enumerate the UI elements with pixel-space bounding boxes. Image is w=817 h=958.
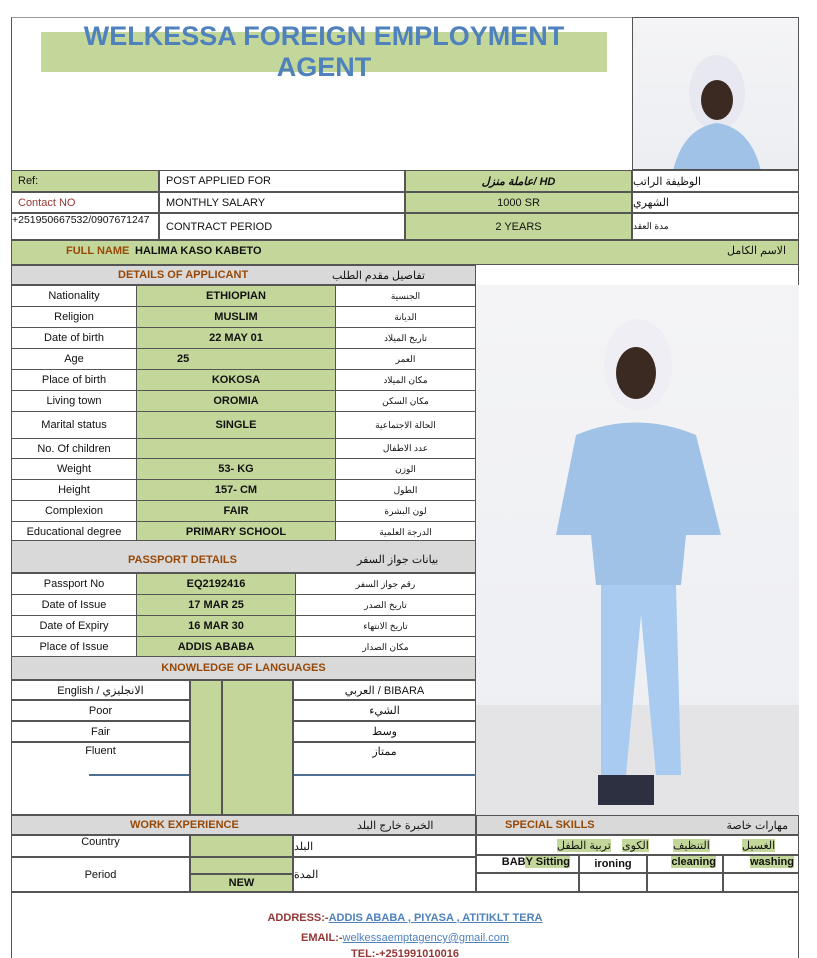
row-label-ar: الطول xyxy=(336,480,476,501)
passport-title-ar: بيانات جواز السفر xyxy=(357,554,439,566)
tel-label: TEL:- xyxy=(351,948,380,958)
skill-cleaning xyxy=(647,855,723,873)
row-label-ar: الجنسية xyxy=(336,286,476,307)
row-value: 157- CM xyxy=(137,480,336,501)
table-row xyxy=(12,370,476,391)
row-label: No. Of children xyxy=(12,439,137,459)
skills-header xyxy=(476,815,799,835)
period-value: NEW xyxy=(190,874,293,892)
level-poor: Poor xyxy=(11,700,190,721)
row-value: OROMIA xyxy=(137,391,336,412)
row-label-ar: رقم جواز السفر xyxy=(296,574,476,595)
work-header xyxy=(11,815,476,835)
row-label: Complexion xyxy=(12,501,137,522)
applicant-headshot xyxy=(632,17,799,170)
languages-header: KNOWLEDGE OF LANGUAGES xyxy=(11,656,476,680)
details-header xyxy=(11,265,476,285)
table-row xyxy=(12,439,476,459)
languages-table xyxy=(11,680,476,815)
salary-value: 1000 SR xyxy=(405,192,632,213)
row-label-ar: الدرجة العلمية xyxy=(336,522,476,543)
agency-title: WELKESSA FOREIGN EMPLOYMENT AGENT xyxy=(41,32,607,72)
row-label: Place of Issue xyxy=(12,637,137,658)
level-fair-ar: وسط xyxy=(293,721,476,742)
skills-ar-row xyxy=(476,835,799,855)
arabic-label: العربي / BIBARA xyxy=(293,680,476,700)
skill-label: cleaning xyxy=(671,856,716,868)
row-label-ar: مكان الميلاد xyxy=(336,370,476,391)
table-row xyxy=(12,328,476,349)
skill-check xyxy=(647,873,723,892)
period-ar: المدة xyxy=(293,857,476,892)
table-row xyxy=(12,480,476,501)
arabic-level-column xyxy=(222,680,293,815)
post-label: POST APPLIED FOR xyxy=(159,170,405,192)
footer xyxy=(11,892,799,958)
row-label: Marital status xyxy=(12,412,137,439)
row-label: Date of Expiry xyxy=(12,616,137,637)
table-row xyxy=(12,637,476,658)
table-row xyxy=(12,349,476,370)
table-row xyxy=(12,286,476,307)
full-name-ar: الاسم الكامل xyxy=(727,245,786,257)
table-row xyxy=(12,391,476,412)
country-ar: البلد xyxy=(293,835,476,857)
details-title: DETAILS OF APPLICANT xyxy=(118,269,249,281)
row-label: Date of birth xyxy=(12,328,137,349)
row-label-ar: مكان الصدار xyxy=(296,637,476,658)
address-link[interactable]: ADDIS ABABA , PIYASA , ATITIKLT TERA xyxy=(328,912,543,924)
skill-ar: الكوى xyxy=(622,840,649,852)
table-row xyxy=(12,459,476,480)
row-value: FAIR xyxy=(137,501,336,522)
row-label: Age xyxy=(12,349,137,370)
skill-ar: الغسيل xyxy=(742,840,776,852)
row-label-ar: عدد الاطفال xyxy=(336,439,476,459)
full-name-row xyxy=(11,240,799,265)
row-label: Date of Issue xyxy=(12,595,137,616)
period-label: Period xyxy=(11,857,190,892)
skill-washing xyxy=(723,855,799,873)
row-value: 22 MAY 01 xyxy=(137,328,336,349)
row-label-ar: مكان السكن xyxy=(336,391,476,412)
row-value: 25 xyxy=(137,349,336,370)
address-label: ADDRESS:- xyxy=(267,912,329,924)
skill-check xyxy=(579,873,647,892)
row-value: PRIMARY SCHOOL xyxy=(137,522,336,543)
country-label: Country xyxy=(11,835,190,857)
level-poor-ar: الشيء xyxy=(293,700,476,721)
row-label-ar: الحالة الاجتماعية xyxy=(336,412,476,439)
details-table xyxy=(11,285,476,543)
row-value: SINGLE xyxy=(137,412,336,439)
contract-value: 2 YEARS xyxy=(405,213,632,240)
level-fluent-ar: ممتاز xyxy=(293,742,476,815)
row-label: Weight xyxy=(12,459,137,480)
applicant-full-photo xyxy=(476,285,799,815)
table-row xyxy=(12,616,476,637)
divider xyxy=(89,774,189,776)
level-fluent: Fluent xyxy=(11,742,190,815)
row-label: Place of birth xyxy=(12,370,137,391)
row-value: 17 MAR 25 xyxy=(137,595,296,616)
passport-title: PASSPORT DETAILS xyxy=(128,554,237,566)
email-link[interactable]: welkessaemptagency@gmail.com xyxy=(342,932,509,944)
english-label: English / الانجليزي xyxy=(11,680,190,700)
row-label: Passport No xyxy=(12,574,137,595)
skill-ar: تربية الطفل xyxy=(557,840,611,852)
skills-title: SPECIAL SKILLS xyxy=(505,819,595,831)
row-label: Religion xyxy=(12,307,137,328)
skill-ar: التنظيف xyxy=(673,840,710,852)
tel-link[interactable]: +251991010016 xyxy=(379,948,459,958)
table-row xyxy=(12,501,476,522)
divider xyxy=(294,774,476,776)
level-fair: Fair xyxy=(11,721,190,742)
row-value: ADDIS ABABA xyxy=(137,637,296,658)
table-row xyxy=(12,307,476,328)
english-level-column xyxy=(190,680,222,815)
post-ar: الوظيفة الراتب xyxy=(632,170,799,192)
salary-label: MONTHLY SALARY xyxy=(159,192,405,213)
row-value xyxy=(137,439,336,459)
row-value: MUSLIM xyxy=(137,307,336,328)
contact-label: Contact NO xyxy=(11,192,159,213)
skill-label: washing xyxy=(749,856,794,868)
row-label: Living town xyxy=(12,391,137,412)
table-row xyxy=(12,412,476,439)
skill-label: BABY Sitting xyxy=(501,856,570,868)
work-title-ar: الخبرة خارج البلد xyxy=(357,820,434,832)
row-value: KOKOSA xyxy=(137,370,336,391)
work-title: WORK EXPERIENCE xyxy=(130,819,239,831)
row-label-ar: تاريخ الانتهاء xyxy=(296,616,476,637)
row-value: 16 MAR 30 xyxy=(137,616,296,637)
table-row xyxy=(12,574,476,595)
contact-number: +251950667532/0907671247 xyxy=(11,213,159,240)
row-value: EQ2192416 xyxy=(137,574,296,595)
full-name-value: HALIMA KASO KABETO xyxy=(135,245,262,257)
skill-baby-sitting xyxy=(476,855,579,873)
row-label: Educational degree xyxy=(12,522,137,543)
skill-ironing: ironing xyxy=(579,855,647,873)
row-value: 53- KG xyxy=(137,459,336,480)
country-value xyxy=(190,835,293,857)
row-label: Nationality xyxy=(12,286,137,307)
post-value: عاملة منزل/ HD xyxy=(405,170,632,192)
details-title-ar: تفاصيل مقدم الطلب xyxy=(332,270,425,282)
row-value: ETHIOPIAN xyxy=(137,286,336,307)
skill-check xyxy=(723,873,799,892)
period-value-blank xyxy=(190,857,293,874)
row-label-ar: الوزن xyxy=(336,459,476,480)
row-label-ar: الديانة xyxy=(336,307,476,328)
row-label-ar: تاريخ الصدر xyxy=(296,595,476,616)
row-label-ar: تاريخ الميلاد xyxy=(336,328,476,349)
row-label-ar: لون البشرة xyxy=(336,501,476,522)
skill-check xyxy=(476,873,579,892)
table-row xyxy=(12,595,476,616)
full-name-label: FULL NAME xyxy=(66,245,130,257)
skills-title-ar: مهارات خاصة xyxy=(726,820,788,832)
row-label: Height xyxy=(12,480,137,501)
ref-label: Ref: xyxy=(11,170,159,192)
contract-label: CONTRACT PERIOD xyxy=(159,213,405,240)
contract-ar: مدة العقد xyxy=(632,213,799,240)
salary-ar: الشهري xyxy=(632,192,799,213)
passport-header xyxy=(11,540,476,573)
email-label: EMAIL:- xyxy=(300,932,343,944)
passport-table xyxy=(11,573,476,658)
row-label-ar: العمر xyxy=(336,349,476,370)
